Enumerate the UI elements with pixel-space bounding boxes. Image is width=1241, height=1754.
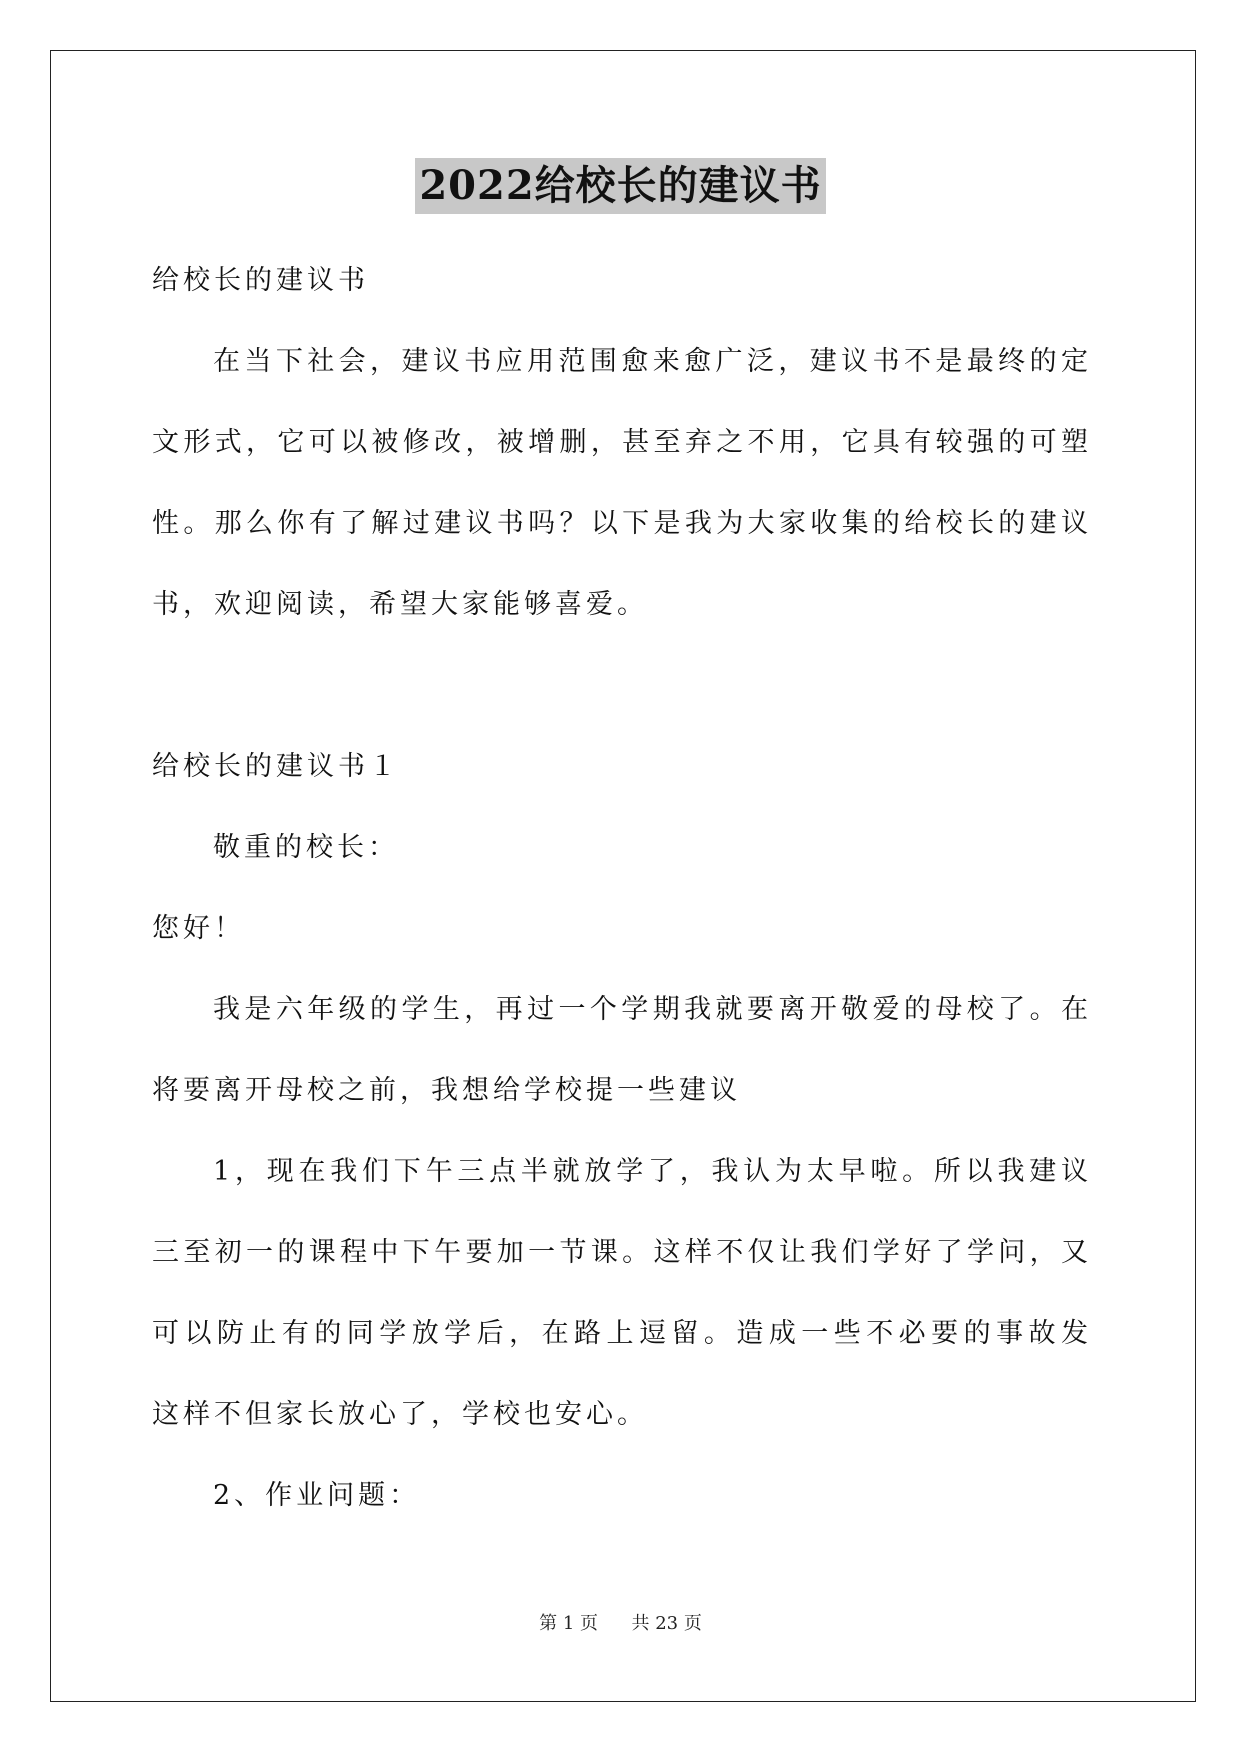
- page-footer: [0, 1611, 1241, 1637]
- text-line: 我是六年级的学生，再过一个学期我就要离开敬爱的母校了。在: [213, 994, 1092, 1025]
- text-line: 2、作业问题：: [213, 1480, 421, 1511]
- text-line: 给校长的建议书: [152, 265, 369, 296]
- page-number: 第 1 页: [539, 1613, 599, 1634]
- paragraph-gap: [152, 645, 1092, 726]
- text-line: 将要离开母校之前，我想给学校提一些建议: [152, 1075, 741, 1106]
- text-line: 文形式，它可以被修改，被增删，甚至弃之不用，它具有较强的可塑: [152, 427, 1092, 458]
- text-line: 1，现在我们下午三点半就放学了，我认为太早啦。所以我建议: [213, 1156, 1092, 1187]
- document-body: [152, 240, 1092, 1536]
- text-line: 书，欢迎阅读，希望大家能够喜爱。: [152, 589, 648, 620]
- document-title: 2022给校长的建议书: [415, 158, 825, 214]
- text-line: 三至初一的课程中下午要加一节课。这样不仅让我们学好了学问，又: [152, 1237, 1092, 1268]
- text-line: 给校长的建议书１: [152, 751, 400, 782]
- text-line: 这样不但家长放心了，学校也安心。: [152, 1399, 648, 1430]
- text-line: 可以防止有的同学放学后，在路上逗留。造成一些不必要的事故发: [152, 1318, 1092, 1349]
- text-line: 在当下社会，建议书应用范围愈来愈广泛，建议书不是最终的定: [213, 346, 1092, 377]
- text-line: 您好！: [152, 913, 245, 944]
- text-line: 敬重的校长：: [213, 832, 399, 863]
- text-line: 性。那么你有了解过建议书吗？以下是我为大家收集的给校长的建议: [152, 508, 1092, 539]
- page-total: 共 23 页: [631, 1613, 702, 1634]
- title-container: [0, 158, 1241, 214]
